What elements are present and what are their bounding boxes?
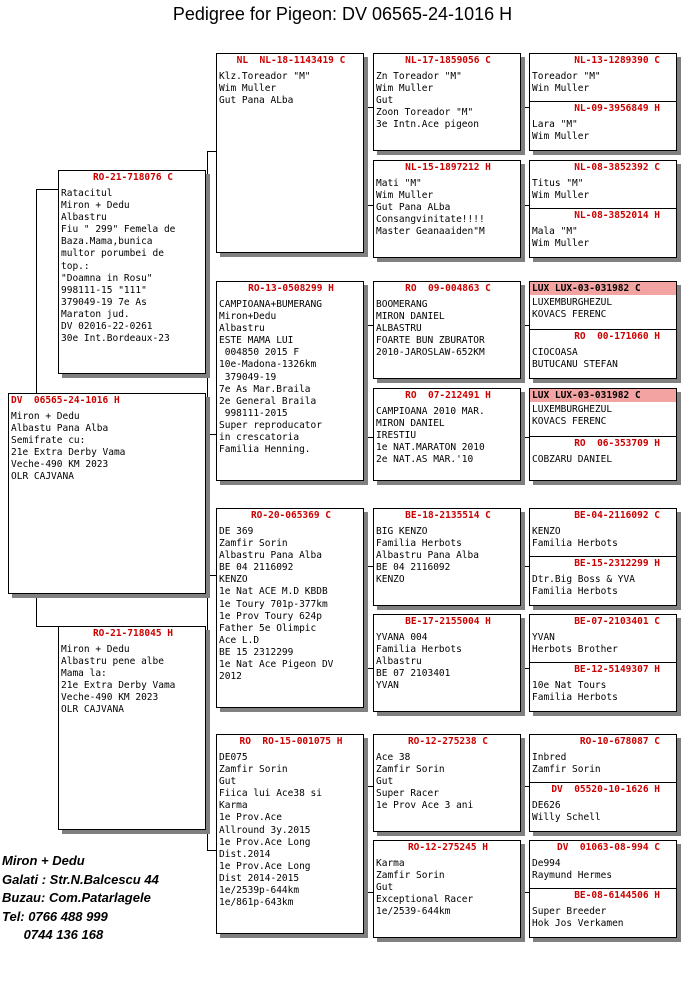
pedigree-line: CAMPIOANA 2010 MAR. bbox=[376, 406, 485, 417]
pedigree-line: multor porumbei de bbox=[61, 248, 164, 260]
hen-entry bbox=[530, 329, 676, 379]
pedigree-line: 3e Intn.Ace pigeon bbox=[376, 119, 479, 131]
pedigree-line: Inbred bbox=[532, 752, 567, 763]
pedigree-line: Albastru Pana Alba bbox=[376, 550, 479, 562]
pedigree-line: 1e Prov.Ace bbox=[219, 812, 282, 824]
cock-entry bbox=[530, 282, 676, 329]
pedigree-line: 998111-2015 bbox=[219, 407, 288, 419]
pedigree-line: Allround 3y.2015 bbox=[219, 824, 311, 836]
ring-number: BE-15-2312299 H bbox=[574, 558, 660, 569]
great-grandparents-pair bbox=[529, 388, 677, 481]
cock-entry bbox=[530, 54, 676, 101]
pedigree-line: 1e Prov.Ace Long bbox=[219, 836, 311, 848]
pedigree-line: 1e/2539p-644km bbox=[219, 885, 300, 897]
pedigree-line: KENZO bbox=[219, 574, 248, 586]
pedigree-line: 7e As Mar.Braila bbox=[219, 383, 311, 395]
connector-line bbox=[364, 566, 365, 668]
great-grandparent-card bbox=[373, 388, 521, 481]
pedigree-line: Father 5e Olimpic bbox=[219, 622, 317, 634]
pedigree-line: Gut bbox=[219, 776, 237, 788]
connector-line bbox=[521, 205, 529, 206]
pedigree-line: 1e Nat Ace Pigeon DV bbox=[219, 659, 334, 671]
cock-entry bbox=[530, 389, 676, 436]
great-grandparents-pair bbox=[529, 53, 677, 151]
connector-line bbox=[364, 437, 373, 438]
pedigree-line: 21e Extra Derby Vama bbox=[11, 447, 126, 459]
connector-line bbox=[364, 325, 373, 326]
great-grandparents-pair bbox=[529, 840, 677, 938]
hen-entry bbox=[530, 208, 676, 258]
great-grandparent-card bbox=[373, 53, 521, 151]
pedigree-line: 2e General Braila bbox=[219, 395, 317, 407]
pedigree-line: DV 02016-22-0261 bbox=[61, 321, 153, 333]
pedigree-line: KENZO bbox=[532, 526, 561, 537]
pedigree-line: Herbots Brother bbox=[532, 644, 618, 656]
contact-line: 0744 136 168 bbox=[2, 927, 104, 942]
pedigree-line: 21e Extra Derby Vama bbox=[61, 680, 176, 692]
connector-line bbox=[36, 189, 58, 190]
connector-line bbox=[207, 151, 208, 434]
connector-line bbox=[207, 575, 208, 850]
pedigree-line: Miron + Dedu bbox=[61, 644, 130, 655]
pedigree-line: Consangvinitate!!!! bbox=[376, 214, 485, 226]
great-grandparent-card bbox=[373, 508, 521, 606]
ring-number: NL-17-1859056 C bbox=[405, 55, 491, 66]
pedigree-line: Wim Muller bbox=[219, 83, 277, 95]
pedigree-line: Willy Schell bbox=[532, 812, 601, 824]
pedigree-line: Zoon Toreador "M" bbox=[376, 107, 474, 119]
ring-number: RO-21-718076 C bbox=[92, 172, 174, 183]
pedigree-line: Ace L.D bbox=[219, 634, 260, 646]
pedigree-line: DE075 bbox=[219, 752, 248, 763]
pedigree-line: KENZO bbox=[376, 574, 405, 586]
pedigree-line: Gut bbox=[376, 882, 394, 894]
grandparent-card bbox=[216, 281, 364, 481]
grandparent-card bbox=[216, 734, 364, 934]
pedigree-line: Super reproducator bbox=[219, 419, 322, 431]
pedigree-line: Zamfir Sorin bbox=[219, 538, 288, 550]
pedigree-line: BE 15 2312299 bbox=[219, 646, 294, 658]
pedigree-line: Super Racer bbox=[376, 788, 439, 800]
ring-number: RO-13-0508299 H bbox=[248, 283, 334, 294]
pedigree-line: Karma bbox=[376, 858, 405, 869]
hen-entry bbox=[530, 556, 676, 606]
great-grandparents-pair bbox=[529, 614, 677, 712]
pedigree-line: Wim Muller bbox=[376, 190, 434, 202]
ring-number: BE-07-2103401 C bbox=[574, 616, 660, 627]
pedigree-line: Toreador "M" bbox=[532, 71, 601, 82]
pedigree-line: Dist.2014 bbox=[219, 848, 271, 860]
pedigree-line: De994 bbox=[532, 858, 561, 869]
connector-line bbox=[521, 325, 529, 326]
sire-card bbox=[58, 170, 206, 374]
great-grandparent-card bbox=[373, 160, 521, 258]
pedigree-line: 1e Toury 701p-377km bbox=[219, 598, 328, 610]
ring-number: RO 09-004863 C bbox=[405, 283, 491, 294]
pedigree-line: Albastru pene albe bbox=[61, 656, 164, 668]
pedigree-line: Zn Toreador "M" bbox=[376, 71, 462, 82]
ring-number: NL-08-3852392 C bbox=[574, 162, 660, 173]
pedigree-line: Ratacitul bbox=[61, 188, 113, 199]
pedigree-line: 30e Int.Bordeaux-23 bbox=[61, 333, 170, 345]
ring-number: RO 06-353709 H bbox=[574, 438, 660, 449]
pedigree-line: 1e Nat ACE M.D KBDB bbox=[219, 586, 328, 598]
ring-number: RO-21-718045 H bbox=[92, 628, 174, 639]
pedigree-line: Miron + Dedu bbox=[61, 200, 130, 212]
ring-number: BE-04-2116092 C bbox=[574, 510, 660, 521]
pedigree-line: BIG KENZO bbox=[376, 526, 428, 537]
pedigree-line: Dist 2014-2015 bbox=[219, 872, 300, 884]
pedigree-line: CIOCOASA bbox=[532, 347, 578, 358]
pedigree-line: BE 04 2116092 bbox=[219, 562, 294, 574]
pedigree-line: Mama la: bbox=[61, 668, 107, 680]
ring-number: RO RO-15-001075 H bbox=[239, 736, 343, 747]
pedigree-line: CAMPIOANA+BUMERANG bbox=[219, 299, 322, 310]
ring-number: NL-13-1289390 C bbox=[574, 55, 660, 66]
pedigree-line: Wim Muller bbox=[532, 131, 590, 143]
connector-line bbox=[521, 668, 529, 669]
pedigree-line: Mala "M" bbox=[532, 226, 578, 237]
pedigree-line: Dtr.Big Boss & YVA bbox=[532, 574, 635, 585]
great-grandparent-card bbox=[373, 734, 521, 832]
pedigree-line: Fiu " 299" Femela de bbox=[61, 224, 176, 236]
ring-number: RO-12-275238 C bbox=[407, 736, 489, 747]
cock-entry bbox=[530, 509, 676, 556]
pedigree-line: KOVACS FERENC bbox=[532, 309, 607, 321]
ring-number: BE-12-5149307 H bbox=[574, 664, 660, 675]
ring-number: DV 05520-10-1626 H bbox=[551, 784, 660, 795]
pedigree-line: Albastu Pana Alba bbox=[11, 423, 109, 435]
pedigree-line: 10e Nat Tours bbox=[532, 680, 607, 691]
pedigree-line: FOARTE BUN ZBURATOR bbox=[376, 335, 485, 347]
contact-line: Buzau: Com.Patarlagele bbox=[2, 890, 151, 905]
hen-entry bbox=[530, 101, 676, 151]
ring-number: LUX LUX-03-031982 C bbox=[530, 389, 676, 402]
ring-number: BE-08-6144506 H bbox=[574, 890, 660, 901]
pedigree-line: Miron+Dedu bbox=[219, 311, 277, 323]
pedigree-line: Albastru bbox=[376, 656, 422, 668]
pedigree-line: 2010-JAROSLAW-652KM bbox=[376, 347, 485, 359]
pedigree-line: Zamfir Sorin bbox=[532, 764, 601, 776]
connector-line bbox=[364, 205, 373, 206]
connector-line bbox=[36, 626, 58, 627]
connector-line bbox=[521, 107, 529, 108]
pedigree-line: 379049-19 7e As bbox=[61, 296, 147, 308]
pedigree-line: Miron + Dedu bbox=[11, 411, 80, 422]
connector-line bbox=[521, 786, 529, 787]
pedigree-line: COBZARU DANIEL bbox=[532, 454, 613, 465]
pedigree-line: Albastru Pana Alba bbox=[219, 550, 322, 562]
pedigree-line: Mati "M" bbox=[376, 178, 422, 189]
pedigree-line: Gut bbox=[376, 95, 394, 107]
subject-pigeon-card bbox=[8, 393, 206, 594]
cock-entry bbox=[530, 735, 676, 782]
pedigree-line: Familia Herbots bbox=[532, 538, 618, 550]
pedigree-line: Fiica lui Ace38 si bbox=[219, 788, 322, 800]
hen-entry bbox=[530, 662, 676, 712]
connector-line bbox=[36, 189, 37, 394]
pedigree-line: Win Muller bbox=[532, 83, 590, 95]
pedigree-line: 1e Prov Ace 3 ani bbox=[376, 800, 474, 812]
connector-line bbox=[364, 566, 373, 567]
pedigree-line: Karma bbox=[219, 800, 248, 812]
hen-entry bbox=[530, 782, 676, 832]
pedigree-line: Familia Herbots bbox=[532, 586, 618, 598]
pedigree-line: Wim Muller bbox=[532, 190, 590, 202]
pedigree-line: Baza.Mama,bunica bbox=[61, 236, 153, 248]
pedigree-line: Veche-490 KM 2023 bbox=[61, 692, 159, 704]
breeder-contact bbox=[2, 852, 159, 945]
pedigree-line: KOVACS FERENC bbox=[532, 416, 607, 428]
cock-entry bbox=[530, 841, 676, 888]
pedigree-line: 1e NAT.MARATON 2010 bbox=[376, 442, 485, 454]
great-grandparents-pair bbox=[529, 734, 677, 832]
pedigree-line: 10e-Madona-1326km bbox=[219, 359, 317, 371]
great-grandparents-pair bbox=[529, 160, 677, 258]
pedigree-line: 1e/861p-643km bbox=[219, 897, 294, 909]
pedigree-line: Familia Herbots bbox=[376, 538, 462, 550]
connector-line bbox=[364, 786, 365, 892]
connector-line bbox=[364, 892, 373, 893]
pedigree-line: Albastru bbox=[219, 323, 265, 335]
ring-number: BE-18-2135514 C bbox=[405, 510, 491, 521]
cock-entry bbox=[530, 615, 676, 662]
pedigree-line: MIRON DANIEL bbox=[376, 311, 445, 323]
pedigree-line: MIRON DANIEL bbox=[376, 418, 445, 430]
dam-card bbox=[58, 626, 206, 830]
pedigree-line: "Doamna in Rosu" bbox=[61, 272, 153, 284]
pedigree-line: ESTE MAMA LUI bbox=[219, 335, 294, 347]
ring-number: RO 00-171060 H bbox=[574, 331, 660, 342]
hen-entry bbox=[530, 436, 676, 481]
pedigree-line: Wim Muller bbox=[376, 83, 434, 95]
pedigree-line: YVANA 004 bbox=[376, 632, 428, 643]
connector-line bbox=[36, 596, 37, 626]
connector-line bbox=[364, 325, 365, 437]
ring-number: BE-17-2155004 H bbox=[405, 616, 491, 627]
pedigree-line: Maraton jud. bbox=[61, 308, 130, 320]
pedigree-line: Gut bbox=[376, 776, 394, 788]
pedigree-line: Familia Herbots bbox=[532, 692, 618, 704]
grandparent-card bbox=[216, 53, 364, 253]
grandparent-card bbox=[216, 508, 364, 708]
ring-number: RO-12-275245 H bbox=[407, 842, 489, 853]
pedigree-line: IRESTIU bbox=[376, 430, 417, 442]
ring-number: NL-09-3956849 H bbox=[574, 103, 660, 114]
pedigree-line: 2012 bbox=[219, 671, 242, 683]
pedigree-line: Gut Pana ALba bbox=[376, 202, 451, 214]
ring-number: RO-20-065369 C bbox=[250, 510, 332, 521]
great-grandparent-card bbox=[373, 614, 521, 712]
pedigree-line: Zamfir Sorin bbox=[376, 764, 445, 776]
pedigree-line: YVAN bbox=[532, 632, 555, 643]
pedigree-line: BOOMERANG bbox=[376, 299, 428, 310]
great-grandparent-card bbox=[373, 281, 521, 379]
connector-line bbox=[521, 892, 529, 893]
pedigree-line: Ace 38 bbox=[376, 752, 411, 763]
pedigree-line: 004850 2015 F bbox=[219, 347, 300, 359]
great-grandparents-pair bbox=[529, 281, 677, 379]
connector-line bbox=[521, 437, 529, 438]
pedigree-line: Raymund Hermes bbox=[532, 870, 613, 882]
contact-line: Tel: 0766 488 999 bbox=[2, 908, 108, 924]
pedigree-line: LUXEMBURGHEZUL bbox=[532, 297, 613, 308]
ring-number: NL-08-3852014 H bbox=[574, 210, 660, 221]
pedigree-line: top.: bbox=[61, 260, 90, 272]
contact-line: Galati : Str.N.Balcescu 44 bbox=[2, 871, 159, 887]
pedigree-line: 2e NAT.AS MAR.'10 bbox=[376, 454, 474, 466]
connector-line bbox=[207, 151, 216, 152]
great-grandparents-pair bbox=[529, 508, 677, 606]
pedigree-line: 379049-19 bbox=[219, 371, 277, 383]
pedigree-line: Lara "M" bbox=[532, 119, 578, 130]
pedigree-line: Exceptional Racer bbox=[376, 894, 474, 906]
pedigree-line: Hok Jos Verkamen bbox=[532, 918, 624, 930]
connector-line bbox=[364, 786, 373, 787]
pedigree-line: Familia Henning. bbox=[219, 444, 311, 456]
pedigree-line: BE 04 2116092 bbox=[376, 562, 451, 574]
ring-number: NL-15-1897212 H bbox=[405, 162, 491, 173]
ring-number: LUX LUX-03-031982 C bbox=[530, 282, 676, 295]
ring-number: RO-10-678087 C bbox=[579, 736, 660, 747]
pedigree-line: DE626 bbox=[532, 800, 561, 811]
ring-number: DV 06565-24-1016 H bbox=[11, 395, 120, 406]
connector-line bbox=[364, 668, 373, 669]
hen-entry bbox=[530, 888, 676, 938]
pedigree-line: Veche-490 KM 2023 bbox=[11, 459, 109, 471]
pedigree-line: Zamfir Sorin bbox=[219, 764, 288, 776]
pedigree-line: BE 07 2103401 bbox=[376, 668, 451, 680]
connector-line bbox=[364, 107, 373, 108]
pedigree-line: 1e Prov Toury 624p bbox=[219, 610, 322, 622]
pedigree-line: Zamfir Sorin bbox=[376, 870, 445, 882]
pedigree-line: LUXEMBURGHEZUL bbox=[532, 404, 613, 415]
pedigree-line: Klz.Toreador "M" bbox=[219, 71, 311, 82]
pedigree-line: 1e/2539-644km bbox=[376, 906, 451, 918]
cock-entry bbox=[530, 161, 676, 208]
pedigree-line: Titus "M" bbox=[532, 178, 584, 189]
pedigree-line: OLR CAJVANA bbox=[61, 704, 124, 716]
page-title: Pedigree for Pigeon: DV 06565-24-1016 H bbox=[172, 4, 513, 24]
pedigree-line: 1e Prov.Ace Long bbox=[219, 860, 311, 872]
pedigree-line: BUTUCANU STEFAN bbox=[532, 359, 618, 371]
connector-line bbox=[207, 850, 216, 851]
connector-line bbox=[364, 107, 365, 205]
ring-number: NL NL-18-1143419 C bbox=[236, 55, 346, 66]
pedigree-line: DE 369 bbox=[219, 526, 254, 537]
pedigree-line: ALBASTRU bbox=[376, 323, 422, 335]
ring-number: DV 01063-08-994 C bbox=[557, 842, 660, 853]
great-grandparent-card bbox=[373, 840, 521, 938]
ring-number: RO 07-212491 H bbox=[405, 390, 491, 401]
connector-line bbox=[207, 575, 216, 576]
pedigree-line: in crescatoria bbox=[219, 432, 300, 444]
contact-line: Miron + Dedu bbox=[2, 853, 85, 868]
pedigree-line: Semifrate cu: bbox=[11, 435, 86, 447]
pedigree-line: Super Breeder bbox=[532, 906, 607, 917]
connector-line bbox=[207, 434, 216, 435]
pedigree-line: Albastru bbox=[61, 212, 107, 224]
pedigree-line: Gut Pana ALba bbox=[219, 95, 294, 107]
pedigree-line: Wim Muller bbox=[532, 238, 590, 250]
pedigree-line: OLR CAJVANA bbox=[11, 471, 74, 483]
pedigree-line: YVAN bbox=[376, 680, 399, 692]
connector-line bbox=[521, 566, 529, 567]
pedigree-line: Master Geanaaiden"M bbox=[376, 226, 485, 238]
pedigree-line: 998111-15 "111" bbox=[61, 284, 147, 296]
pedigree-line: Familia Herbots bbox=[376, 644, 462, 656]
